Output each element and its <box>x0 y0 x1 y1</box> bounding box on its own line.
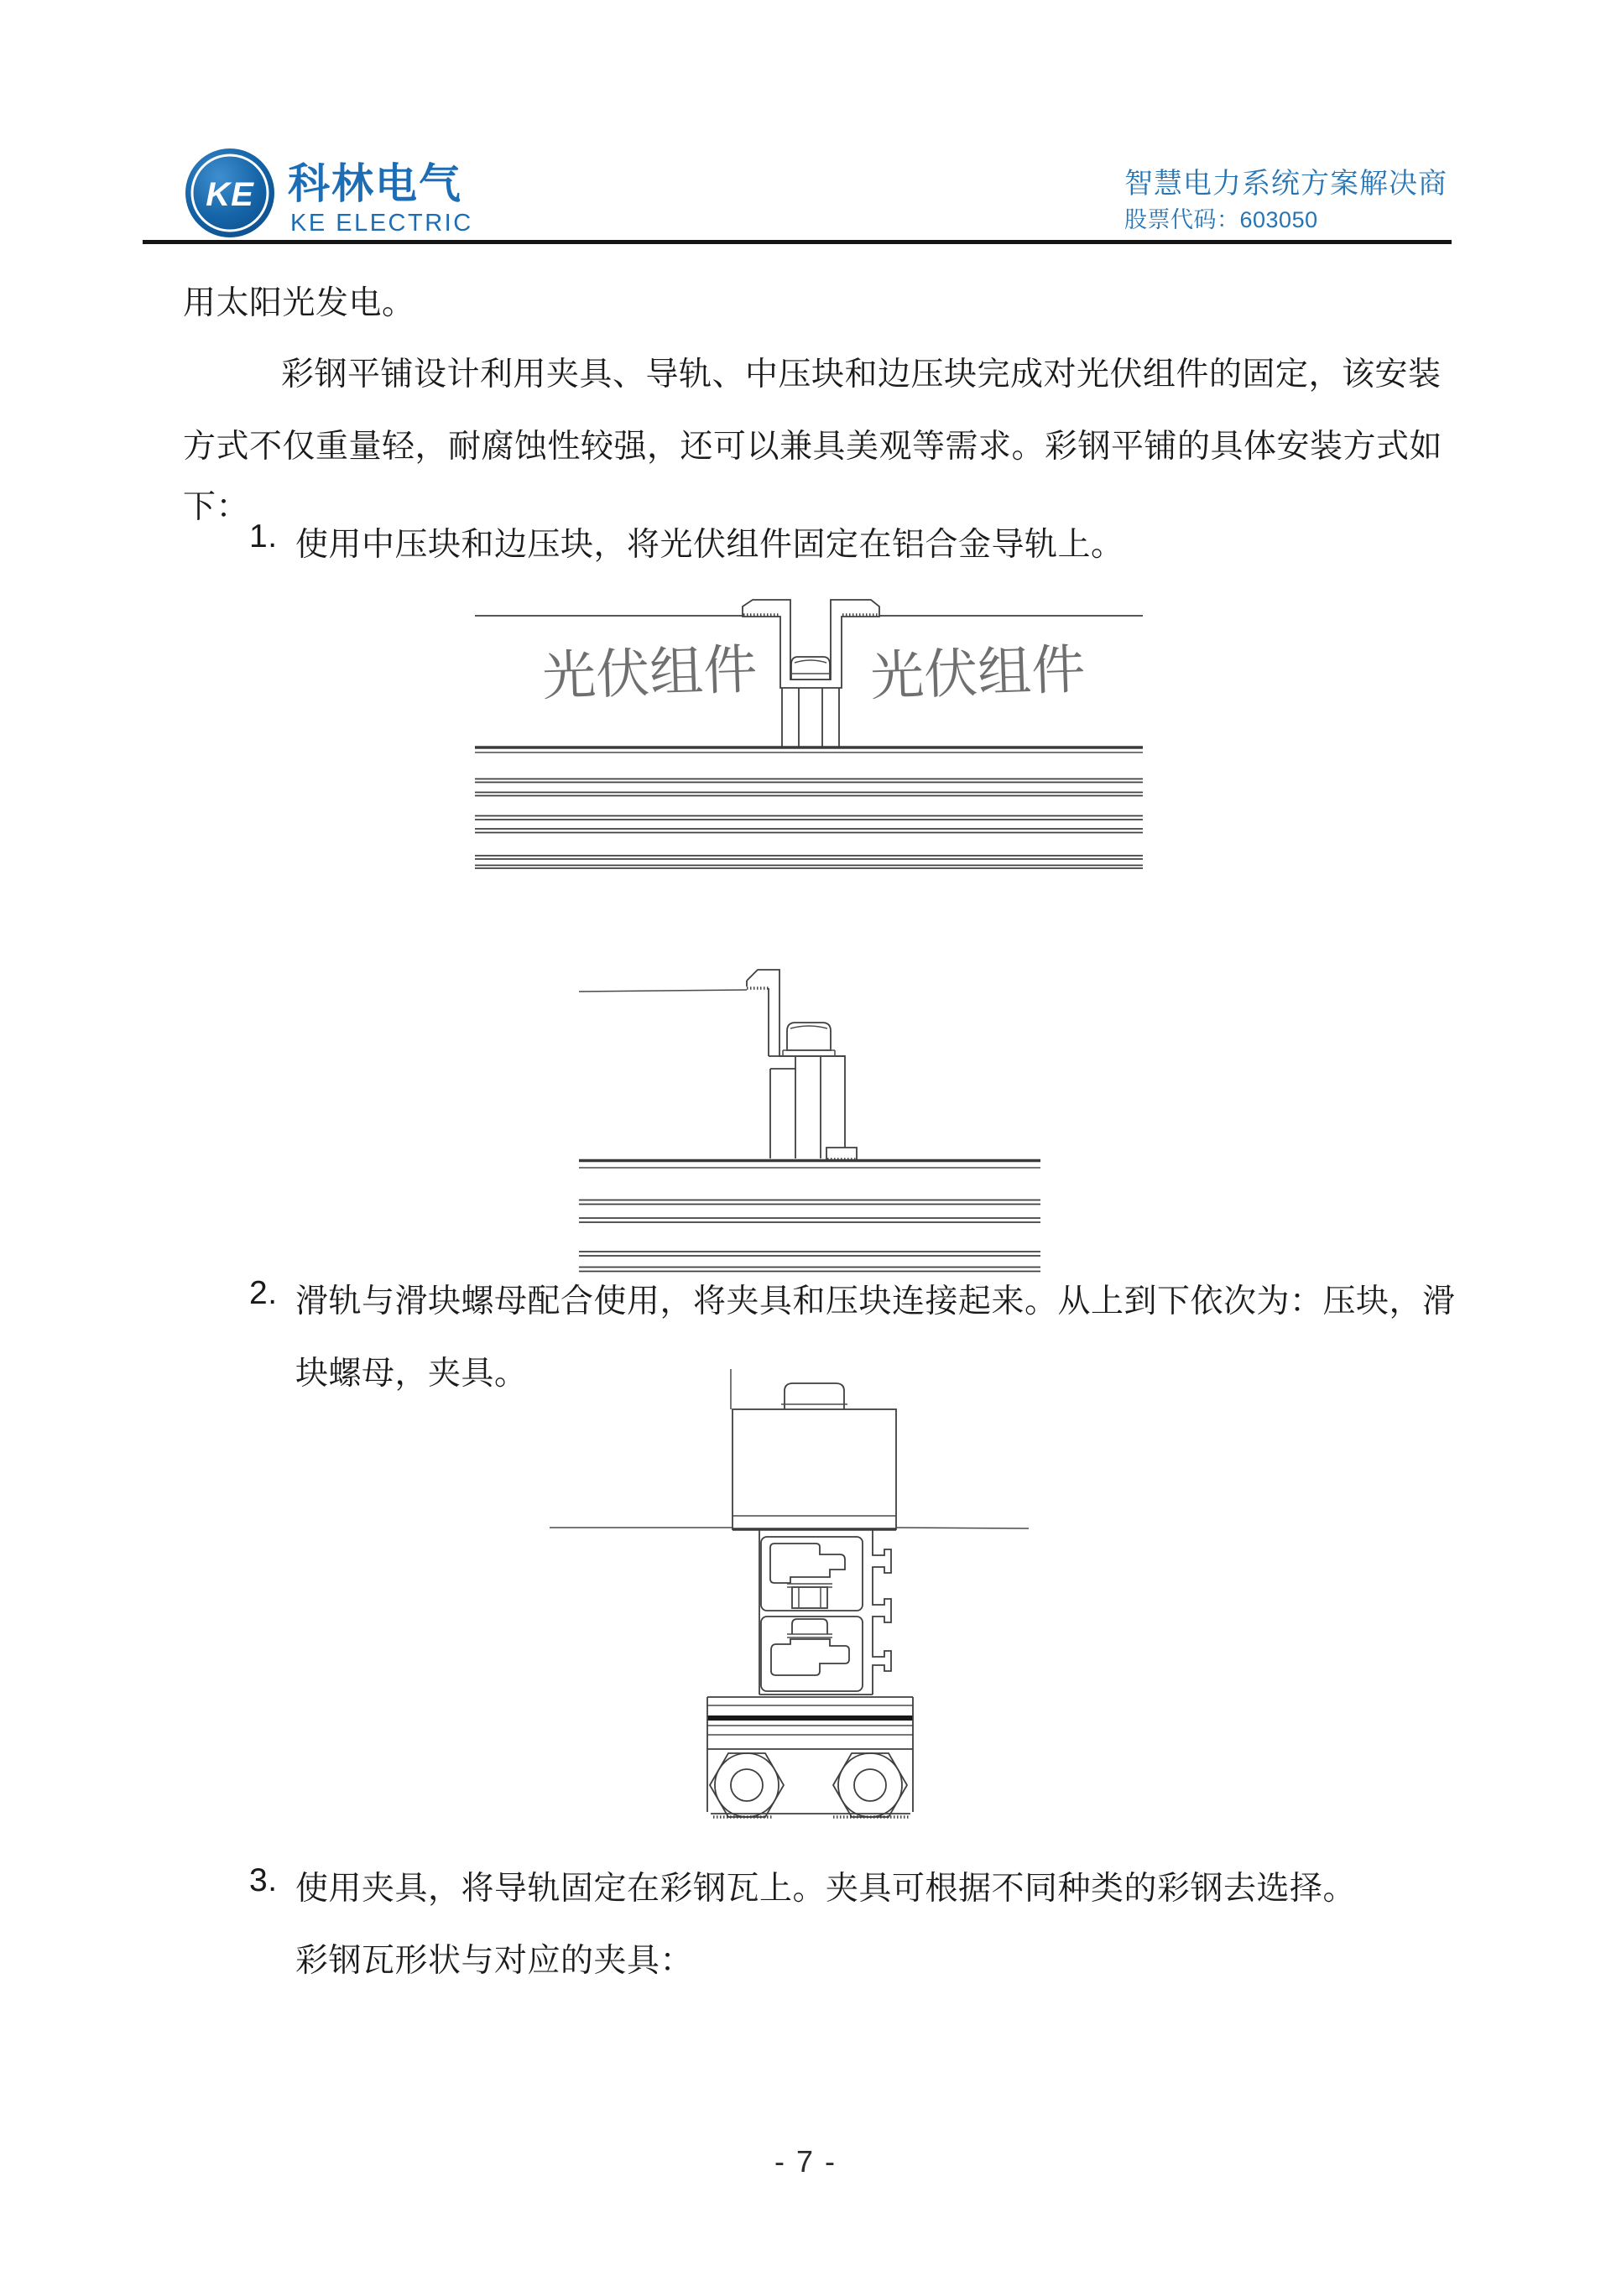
list-item-2-number: 2. <box>249 1275 278 1311</box>
ke-logo-icon <box>185 148 274 237</box>
block-bolt <box>785 1383 844 1409</box>
list-item-1-number: 1. <box>249 518 278 554</box>
company-name-cn: 科林电气 <box>288 160 462 207</box>
rail-cavity-upper <box>761 1537 863 1611</box>
company-name-en: KE ELECTRIC <box>290 210 473 237</box>
pv-module-label-right: 光伏组件 <box>869 638 1087 709</box>
list-item-2-text-line1: 滑轨与滑块螺母配合使用，将夹具和压块连接起来。从上到下依次为：压块，滑 <box>295 1283 1456 1320</box>
roof-sheet-lines <box>579 1200 1040 1272</box>
roof-sheet-lines <box>475 779 1143 869</box>
company-logo <box>180 144 482 245</box>
rail-cavity-lower <box>761 1617 863 1691</box>
paragraph-line-2: 方式不仅重量轻，耐腐蚀性较强，还可以兼具美观等需求。彩钢平铺的具体安装方式如 <box>183 429 1443 465</box>
hex-bolt-left <box>710 1753 784 1817</box>
paragraph-line-1: 彩钢平铺设计利用夹具、导轨、中压块和边压块完成对光伏组件的固定，该安装 <box>281 357 1442 393</box>
list-item-3-text-line2: 彩钢瓦形状与对应的夹具： <box>295 1943 694 1979</box>
aluminum-rail <box>759 1529 891 1695</box>
body-line-1: 用太阳光发电。 <box>183 285 415 321</box>
header-divider <box>143 240 1452 244</box>
header-tagline: 智慧电力系统方案解决商 <box>1124 168 1447 200</box>
logo-mark-text: KE <box>206 176 254 213</box>
list-item-1-text: 使用中压块和边压块，将光伏组件固定在铝合金导轨上。 <box>295 527 1124 563</box>
diagram-mid-clamp <box>470 586 1150 875</box>
edge-clamp-bolt <box>787 1023 831 1050</box>
list-item-3-text-line1: 使用夹具，将导轨固定在彩钢瓦上。夹具可根据不同种类的彩钢去选择。 <box>295 1871 1357 1907</box>
diagram-rail-assembly <box>520 1367 1141 1829</box>
pv-module-label-left: 光伏组件 <box>541 638 759 709</box>
edge-clamp-profile <box>747 970 857 1160</box>
page-number: - 7 - <box>774 2144 837 2179</box>
clamp-body <box>707 1697 913 1817</box>
diagram-edge-clamp <box>537 948 1082 1283</box>
hex-bolt-right <box>833 1753 907 1817</box>
pressure-block <box>733 1409 896 1529</box>
paragraph-line-3: 下： <box>183 489 250 525</box>
list-item-3-number: 3. <box>249 1862 278 1898</box>
list-item-2-text-line2: 块螺母，夹具。 <box>295 1356 528 1392</box>
header-stock-code: 股票代码：603050 <box>1124 207 1318 232</box>
slider-nut-lower <box>771 1639 849 1675</box>
slider-nut-upper <box>770 1544 845 1583</box>
